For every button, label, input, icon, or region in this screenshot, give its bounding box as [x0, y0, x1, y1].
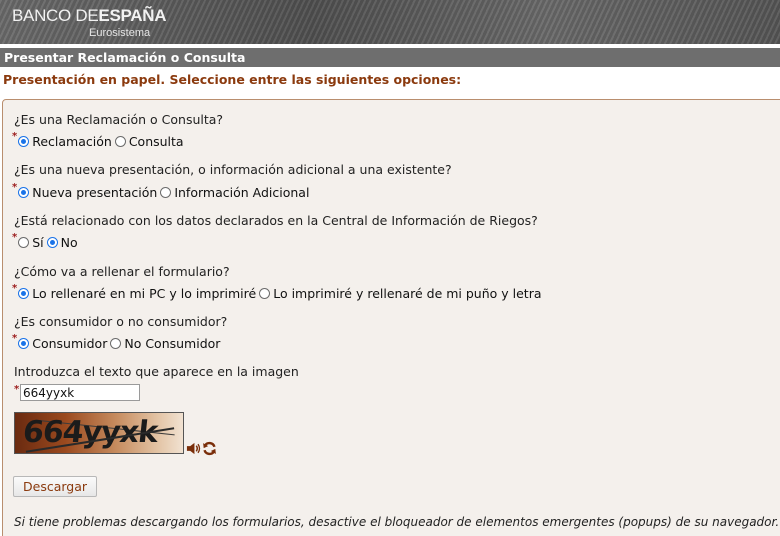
speaker-icon[interactable]	[186, 441, 201, 456]
captcha-label: Introduzca el texto que aparece en la imagen	[14, 364, 299, 379]
question-new-options	[12, 182, 312, 200]
question-cir-label: ¿Está relacionado con los datos declarados en la Central de Información de Riegos?	[14, 213, 538, 228]
bank-logo	[12, 6, 166, 26]
radio-nueva-presentacion[interactable]	[18, 187, 29, 198]
logo-name-bold: ESPAÑA	[98, 6, 167, 25]
header-banner	[0, 0, 780, 44]
logo-name-light: BANCO DE	[12, 6, 99, 25]
radio-reclamacion[interactable]	[18, 136, 29, 147]
captcha-image	[14, 412, 184, 454]
option-label[interactable]: Información Adicional	[174, 185, 310, 200]
option-label[interactable]: Lo rellenaré en mi PC y lo imprimiré	[32, 286, 257, 301]
radio-no-consumidor[interactable]	[110, 338, 121, 349]
logo-tagline: Eurosistema	[89, 27, 151, 39]
question-new-label: ¿Es una nueva presentación, o información adicional a una existente?	[14, 162, 452, 177]
option-label[interactable]: Sí	[32, 235, 44, 250]
radio-no[interactable]	[47, 237, 58, 248]
option-label[interactable]: Reclamación	[32, 134, 112, 149]
option-label[interactable]: No Consumidor	[124, 336, 221, 351]
radio-si[interactable]	[18, 237, 29, 248]
radio-fill-hand[interactable]	[259, 288, 270, 299]
popup-blocker-note: Si tiene problemas descargando los formularios, desactive el bloqueador de elementos emergentes (popups) de su navegador.	[14, 515, 780, 529]
required-marker: *	[12, 131, 18, 142]
question-type-label: ¿Es una Reclamación o Consulta?	[14, 112, 224, 127]
option-label[interactable]: Nueva presentación	[32, 185, 158, 200]
option-label[interactable]: Consumidor	[32, 336, 108, 351]
refresh-icon[interactable]	[202, 441, 217, 456]
required-marker: *	[12, 232, 18, 243]
question-consumer-label: ¿Es consumidor o no consumidor?	[14, 314, 228, 329]
radio-fill-pc[interactable]	[18, 288, 29, 299]
download-button[interactable]: Descargar	[13, 476, 97, 497]
page-subtitle: Presentación en papel. Seleccione entre las siguientes opciones:	[3, 72, 462, 87]
option-label[interactable]: Consulta	[128, 134, 184, 149]
radio-informacion-adicional[interactable]	[160, 187, 171, 198]
option-label[interactable]: Lo imprimiré y rellenaré de mi puño y letra	[273, 286, 542, 301]
captcha-input[interactable]	[20, 384, 140, 401]
required-marker: *	[12, 333, 18, 344]
question-consumer-options	[12, 333, 223, 351]
question-fill-label: ¿Cómo va a rellenar el formulario?	[14, 264, 230, 279]
question-type-options	[12, 131, 187, 149]
page-title: Presentar Reclamación o Consulta	[0, 48, 780, 67]
required-marker: *	[12, 182, 18, 193]
captcha-image-text: 664yyxk	[21, 415, 159, 450]
question-cir-options	[12, 232, 81, 250]
radio-consumidor[interactable]	[18, 338, 29, 349]
required-marker: *	[12, 283, 18, 294]
option-label[interactable]: No	[60, 235, 78, 250]
radio-consulta[interactable]	[115, 136, 126, 147]
required-marker: *	[14, 384, 20, 395]
question-fill-options	[12, 283, 545, 301]
